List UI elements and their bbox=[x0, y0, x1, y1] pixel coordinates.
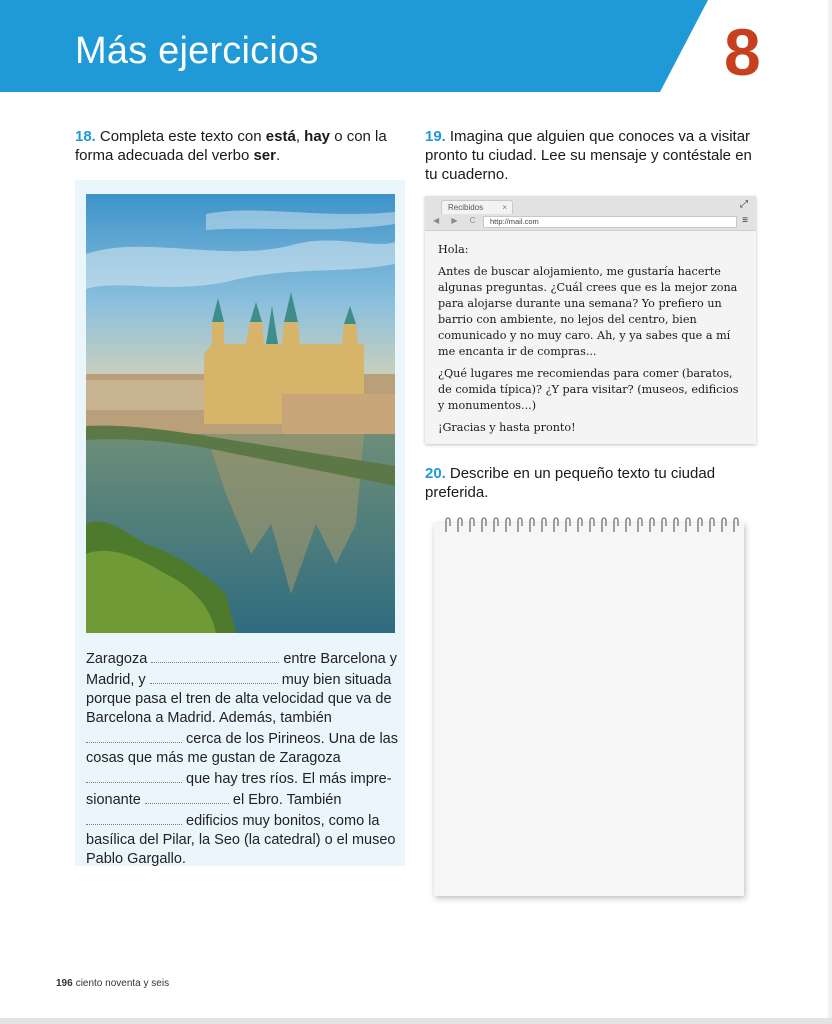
spiral-ring bbox=[722, 518, 726, 532]
page-number-words: ciento noventa y seis bbox=[75, 978, 170, 989]
spiral-ring bbox=[590, 518, 594, 532]
spiral-ring bbox=[626, 518, 630, 532]
exercise-19-text: Imagina que alguien que conoces va a visitar pronto tu ciudad. Lee su mensaje y contéstale en tu cuaderno. bbox=[425, 128, 752, 183]
spiral-ring bbox=[566, 518, 570, 532]
spiral-ring bbox=[518, 518, 522, 532]
spiral-ring bbox=[638, 518, 642, 532]
ex18-text-a: Completa este texto con bbox=[99, 128, 266, 145]
page-footer bbox=[56, 978, 169, 989]
answer-blank-2[interactable] bbox=[150, 669, 278, 684]
spiral-ring bbox=[710, 518, 714, 532]
cloze-seg-3: muy bien situada porque pasa el tren de alta velocidad que va de Barcelona a Madrid. Además, también bbox=[86, 672, 392, 726]
spiral-ring bbox=[674, 518, 678, 532]
page-right-edge bbox=[828, 0, 832, 1024]
spiral-ring bbox=[698, 518, 702, 532]
page-number: 196 bbox=[56, 978, 73, 989]
cloze-seg-2: entre Barcelona y Madrid, y bbox=[86, 651, 397, 688]
exercise-18-cloze-text bbox=[86, 648, 398, 869]
ex18-text-c: . bbox=[275, 147, 281, 164]
cloze-seg-1: Zaragoza bbox=[86, 651, 152, 667]
zaragoza-photo bbox=[86, 194, 395, 633]
notebook-spiral-binding bbox=[438, 516, 742, 534]
answer-blank-6[interactable] bbox=[86, 810, 182, 825]
tab-recibidos[interactable] bbox=[441, 200, 513, 214]
exercise-19-instruction bbox=[425, 127, 755, 184]
answer-blank-4[interactable] bbox=[86, 768, 182, 783]
cloze-seg-7: edificios muy bonitos, como la basílica del Pilar, la Seo (la catedral) o el museo Pablo Gargallo. bbox=[86, 813, 396, 867]
spiral-ring bbox=[602, 518, 606, 532]
spiral-ring bbox=[446, 518, 450, 532]
expand-icon[interactable]: ⤢ bbox=[740, 199, 748, 210]
close-icon[interactable]: × bbox=[502, 203, 507, 212]
url-field[interactable]: http://mail.com bbox=[483, 216, 737, 228]
email-paragraph-1: Antes de buscar alojamiento, me gustaría hacerte algunas preguntas. ¿Cuál crees que es la mejor zona para alojarse durante una semana? Yo prefiero un barrio con ambiente, no lejos del centro, bien comunicado y no muy caro. Ah, y ya sabes que a mí me encanta ir de compras... bbox=[438, 265, 738, 358]
spiral-ring bbox=[542, 518, 546, 532]
notebook-writing-area[interactable] bbox=[434, 523, 744, 896]
spiral-ring bbox=[734, 518, 738, 532]
spiral-ring bbox=[482, 518, 486, 532]
photo-far-city bbox=[86, 380, 216, 410]
ex18-bold-esta: está bbox=[265, 128, 296, 145]
email-paragraph-2: ¿Qué lugares me recomiendas para comer (baratos, de comida típica)? ¿Y para visitar? (museos, edificios y monumentos...) bbox=[438, 367, 739, 412]
spiral-ring bbox=[506, 518, 510, 532]
answer-blank-1[interactable] bbox=[151, 648, 279, 663]
exercise-20-instruction bbox=[425, 464, 755, 502]
ex18-bold-ser: ser bbox=[253, 147, 276, 164]
spiral-ring bbox=[578, 518, 582, 532]
email-closing: ¡Gracias y hasta pronto! bbox=[438, 421, 576, 434]
spiral-ring bbox=[662, 518, 666, 532]
spiral-ring bbox=[494, 518, 498, 532]
cloze-seg-5: que hay tres ríos. El más impresionante bbox=[86, 771, 392, 808]
spiral-ring bbox=[650, 518, 654, 532]
email-message bbox=[438, 242, 744, 442]
ex18-bold-hay: hay bbox=[304, 128, 331, 145]
browser-toolbar bbox=[425, 196, 756, 231]
exercise-20-text: Describe en un pequeño texto tu ciudad preferida. bbox=[425, 465, 716, 501]
unit-number: 8 bbox=[724, 15, 761, 89]
exercise-20-number: 20. bbox=[425, 465, 446, 482]
ex18-text-b: o con la forma adecuada del verbo bbox=[75, 128, 387, 164]
spiral-ring bbox=[686, 518, 690, 532]
tab-label: Recibidos bbox=[448, 203, 484, 212]
menu-icon[interactable]: ≡ bbox=[742, 215, 748, 226]
spiral-ring bbox=[470, 518, 474, 532]
page-bottom-edge bbox=[0, 1018, 832, 1024]
exercise-18-instruction bbox=[75, 127, 415, 165]
email-browser-window bbox=[425, 196, 756, 444]
spiral-ring bbox=[614, 518, 618, 532]
answer-blank-3[interactable] bbox=[86, 728, 182, 743]
cloze-seg-6: el Ebro. También bbox=[228, 792, 342, 808]
answer-blank-5[interactable] bbox=[145, 789, 229, 804]
exercise-18-number: 18. bbox=[75, 128, 96, 145]
spiral-ring bbox=[554, 518, 558, 532]
page-title: Más ejercicios bbox=[75, 30, 319, 72]
cloze-seg-4: cerca de los Pirineos. Una de las cosas que más me gustan de Zaragoza bbox=[86, 731, 398, 766]
ex18-sep: , bbox=[295, 128, 305, 145]
email-greeting: Hola: bbox=[438, 243, 469, 256]
spiral-ring bbox=[458, 518, 462, 532]
exercise-19-number: 19. bbox=[425, 128, 446, 145]
spiral-ring bbox=[530, 518, 534, 532]
navigation-icons[interactable]: ◀ ▶ C bbox=[433, 216, 481, 225]
